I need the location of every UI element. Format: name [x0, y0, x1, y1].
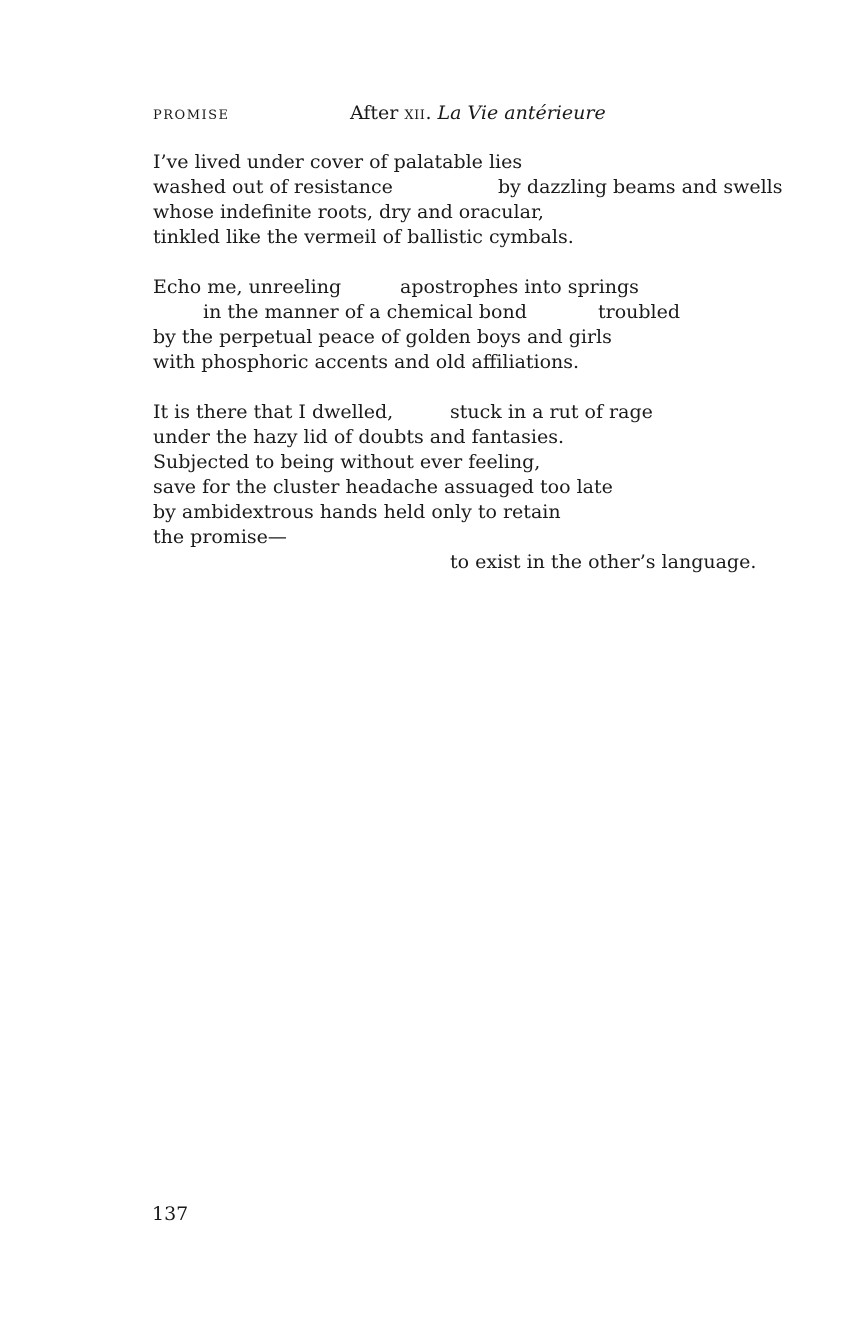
line-text: save for the cluster headache assuaged too late — [153, 476, 613, 498]
line-text: the promise— — [153, 526, 287, 548]
poem-line — [153, 500, 813, 525]
line-text: Subjected to being without ever feeling, — [153, 451, 541, 473]
poem-line — [153, 400, 813, 425]
subtitle-prefix: After — [350, 102, 405, 124]
poem-body — [153, 150, 813, 575]
line-text: I’ve lived under cover of palatable lies — [153, 151, 523, 173]
line-text: whose indefinite roots, dry and oracular, — [153, 201, 544, 223]
poem-line — [153, 175, 813, 200]
line-text-indented: apostrophes into springs — [400, 276, 639, 298]
subtitle-numeral: xii — [404, 102, 426, 124]
line-text-indented: troubled — [598, 301, 681, 323]
stanza-break — [153, 250, 813, 275]
poem-line — [153, 275, 813, 300]
line-text-indented: by dazzling beams and swells — [498, 176, 783, 198]
running-header — [153, 98, 803, 128]
poem-line — [153, 450, 813, 475]
poem-line — [153, 350, 813, 375]
line-text: under the hazy lid of doubts and fantasies. — [153, 426, 564, 448]
stanza-break — [153, 375, 813, 400]
line-text: Echo me, unreeling — [153, 276, 342, 298]
poem-line — [153, 475, 813, 500]
poem-line — [153, 525, 813, 550]
line-text: with phosphoric accents and old affiliations. — [153, 351, 580, 373]
line-text: It is there that I dwelled, — [153, 401, 394, 423]
poem-line — [153, 150, 813, 175]
line-text-indented: to exist in the other’s language. — [450, 551, 757, 573]
line-text-indented: in the manner of a chemical bond — [203, 301, 527, 323]
subtitle-work: La Vie antérieure — [437, 102, 606, 124]
line-text: washed out of resistance — [153, 176, 393, 198]
line-text: tinkled like the vermeil of ballistic cymbals. — [153, 226, 574, 248]
page-number: 137 — [152, 1203, 189, 1225]
poem-line — [153, 425, 813, 450]
line-text: by the perpetual peace of golden boys and girls — [153, 326, 612, 348]
poem-line — [153, 300, 813, 325]
poem-line — [153, 325, 813, 350]
header-title: promise — [153, 102, 230, 124]
poem-line — [153, 225, 813, 250]
subtitle-separator: . — [425, 102, 438, 124]
header-subtitle — [350, 98, 606, 128]
line-text-indented: stuck in a rut of rage — [450, 401, 653, 423]
poem-line — [153, 200, 813, 225]
line-text: by ambidextrous hands held only to retain — [153, 501, 561, 523]
poem-line — [153, 550, 813, 575]
